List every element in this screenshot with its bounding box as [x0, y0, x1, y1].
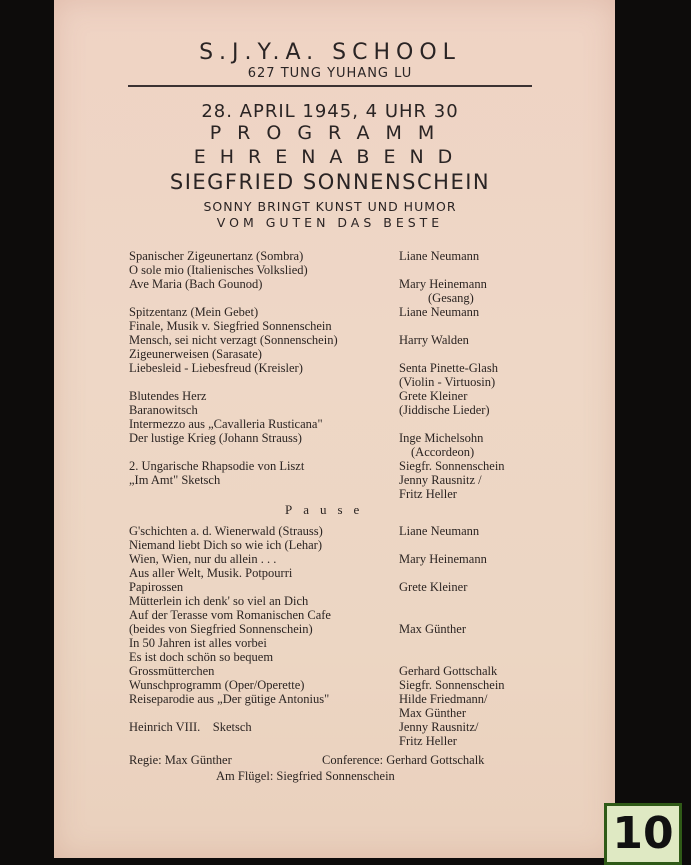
credit-piano: Am Flügel: Siegfried Sonnenschein	[216, 769, 395, 783]
performer: Mary Heinemann	[399, 277, 487, 291]
program-item: G'schichten a. d. Wienerwald (Strauss)	[129, 524, 323, 538]
credit-conference: Conference: Gerhard Gottschalk	[322, 753, 485, 767]
program-item: Mütterlein ich denk' so viel an Dich	[129, 594, 309, 608]
credit-regie: Regie: Max Günther	[129, 753, 232, 767]
performer: Senta Pinette-Glash	[399, 361, 498, 375]
performer: Siegfr. Sonnenschein	[399, 678, 505, 692]
tagline: SONNY BRINGT KUNST UND HUMOR	[203, 199, 457, 214]
program-item: Auf der Terasse vom Romanischen Cafe	[129, 608, 331, 622]
performer: Grete Kleiner	[399, 389, 468, 403]
program-item: Liebesleid - Liebesfreud (Kreisler)	[129, 361, 303, 375]
honoree-name: SIEGFRIED SONNENSCHEIN	[169, 170, 491, 194]
school-name: S.J.Y.A. SCHOOL	[199, 40, 461, 65]
program-item: Blutendes Herz	[129, 389, 207, 403]
program-item: Wien, Wien, nur du allein . . .	[129, 552, 277, 566]
school-address: 627 TUNG YUHANG LU	[247, 66, 413, 81]
program-item: In 50 Jahren ist alles vorbei	[129, 636, 267, 650]
performer: Max Günther	[399, 622, 466, 636]
program-item: Ave Maria (Bach Gounod)	[129, 277, 263, 291]
program-item: Finale, Musik v. Siegfried Sonnenschein	[129, 319, 332, 333]
performer: Fritz Heller	[399, 734, 457, 748]
program-item: Reiseparodie aus „Der gütige Antonius"	[129, 692, 330, 706]
performer: Mary Heinemann	[399, 552, 487, 566]
programm-heading: PROGRAMM	[209, 122, 451, 144]
event-date: 28. APRIL 1945, 4 UHR 30	[201, 101, 459, 122]
performer: Liane Neumann	[399, 305, 480, 319]
program-item: (beides von Siegfried Sonnenschein)	[129, 622, 313, 636]
program-item: Zigeunerweisen (Sarasate)	[129, 347, 262, 361]
performer: Inge Michelsohn	[399, 431, 484, 445]
program-item: Spanischer Zigeunertanz (Sombra)	[129, 249, 304, 263]
program-item: „Im Amt" Sketsch	[129, 473, 221, 487]
program-item: Baranowitsch	[129, 403, 198, 417]
program-item: 2. Ungarische Rhapsodie von Liszt	[129, 459, 305, 473]
program-item: Aus aller Welt, Musik. Potpourri	[129, 566, 293, 580]
performer: Fritz Heller	[399, 487, 457, 501]
performer-role: (Gesang)	[428, 291, 474, 305]
program-item: Niemand liebt Dich so wie ich (Lehar)	[129, 538, 322, 552]
page-number-badge: 10	[604, 803, 682, 865]
performer-role: (Accordeon)	[411, 445, 475, 459]
program-item: Intermezzo aus „Cavalleria Rusticana"	[129, 417, 323, 431]
program-item: Der lustige Krieg (Johann Strauss)	[129, 431, 302, 445]
performer: Grete Kleiner	[399, 580, 468, 594]
tagline-secondary: VOM GUTEN DAS BESTE	[216, 215, 444, 230]
performer: Liane Neumann	[399, 249, 480, 263]
performer: Harry Walden	[399, 333, 469, 347]
header-divider	[128, 85, 532, 87]
ehrenabend-heading: EHRENABEND	[193, 146, 467, 168]
performer: Gerhard Gottschalk	[399, 664, 498, 678]
performer: Hilde Friedmann/	[399, 692, 488, 706]
performer: Liane Neumann	[399, 524, 480, 538]
performer: Jenny Rausnitz/	[399, 720, 479, 734]
program-item: Spitzentanz (Mein Gebet)	[129, 305, 259, 319]
program-item: Papirossen	[129, 580, 184, 594]
performer: Max Günther	[399, 706, 466, 720]
program-item: Mensch, sei nicht verzagt (Sonnenschein)	[129, 333, 338, 347]
pause-heading: Pause	[285, 502, 371, 517]
program-item: Wunschprogramm (Oper/Operette)	[129, 678, 305, 692]
performer: Siegfr. Sonnenschein	[399, 459, 505, 473]
program-item: Heinrich VIII. Sketsch	[129, 720, 252, 734]
performer: Jenny Rausnitz /	[399, 473, 482, 487]
performer-role: (Violin - Virtuosin)	[399, 375, 496, 389]
program-item: O sole mio (Italienisches Volkslied)	[129, 263, 308, 277]
program-item: Grossmütterchen	[129, 664, 215, 678]
program-item: Es ist doch schön so bequem	[129, 650, 274, 664]
performer-role: (Jiddische Lieder)	[399, 403, 490, 417]
